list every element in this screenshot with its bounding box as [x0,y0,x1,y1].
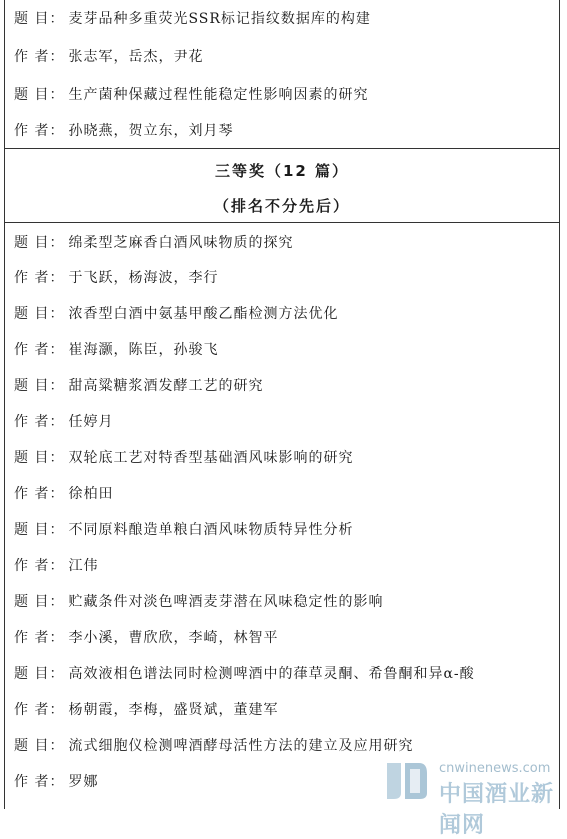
entry-title: 高效液相色谱法同时检测啤酒中的葎草灵酮、希鲁酮和异α-酸 [68,666,475,682]
entry-authors: 张志军，岳杰，尹花 [68,49,204,65]
entry-title: 浓香型白酒中氨基甲酸乙酯检测方法优化 [68,306,339,322]
entry-title-row [14,521,353,539]
entry-title: 麦芽品种多重荧光SSR标记指纹数据库的构建 [68,11,371,27]
entry-authors: 罗娜 [68,774,99,790]
entry-authors: 孙晓燕，贺立东，刘月琴 [68,123,234,139]
table-divider [4,222,560,223]
entry-authors: 于飞跃，杨海波，李行 [68,270,219,286]
entry-author-row [14,485,113,503]
entry-author-row [14,773,98,791]
site-watermark [379,757,559,838]
section-heading: 三等奖（12 篇） [214,162,350,180]
entry-authors: 江伟 [68,558,99,574]
entry-author-row [14,413,113,431]
title-label: 题 目： [14,306,65,322]
entry-authors: 杨朝霞，李梅，盛贤斌，董建军 [68,702,279,718]
entry-title-row [14,86,368,104]
entry-title: 绵柔型芝麻香白酒风味物质的探究 [68,235,294,251]
author-label: 作 者： [14,49,65,65]
entry-title: 不同原料酿造单粮白酒风味物质特异性分析 [68,522,354,538]
author-label: 作 者： [14,774,65,790]
entry-title-row [14,234,293,252]
entry-author-row [14,269,218,287]
entry-author-row [14,629,278,647]
entry-authors: 李小溪，曹欣欣，李崎，林智平 [68,630,279,646]
watermark-name: 中国酒业新闻网 [439,782,555,838]
entry-title-row [14,305,338,323]
entry-authors: 崔海灏，陈臣，孙骏飞 [68,342,219,358]
table-divider [4,148,560,149]
cnwinenews-logo-icon [379,757,435,805]
entry-title: 甜高粱糖浆酒发酵工艺的研究 [68,378,264,394]
author-label: 作 者： [14,702,65,718]
title-label: 题 目： [14,594,65,610]
entry-title-row [14,377,263,395]
entry-author-row [14,557,98,575]
entry-title: 双轮底工艺对特香型基础酒风味影响的研究 [68,450,354,466]
author-label: 作 者： [14,123,65,139]
author-label: 作 者： [14,414,65,430]
entry-title-row [14,737,413,755]
title-label: 题 目： [14,378,65,394]
entry-title-row [14,593,383,611]
entry-authors: 徐柏田 [68,486,114,502]
title-label: 题 目： [14,738,65,754]
entry-title-row [14,449,353,467]
entry-title-row [14,665,475,683]
title-label: 题 目： [14,666,65,682]
entry-title: 生产菌种保藏过程性能稳定性影响因素的研究 [68,87,369,103]
title-label: 题 目： [14,87,65,103]
author-label: 作 者： [14,342,65,358]
section-subheading: （排名不分先后） [213,197,350,215]
entry-author-row [14,122,233,140]
entry-title: 贮藏条件对淡色啤酒麦芽潜在风味稳定性的影响 [68,594,384,610]
title-label: 题 目： [14,235,65,251]
author-label: 作 者： [14,486,65,502]
title-label: 题 目： [14,11,65,27]
entry-author-row [14,48,203,66]
entry-authors: 任婷月 [68,414,114,430]
author-label: 作 者： [14,270,65,286]
entry-author-row [14,341,218,359]
title-label: 题 目： [14,522,65,538]
watermark-url: cnwinenews.com [439,761,551,776]
author-label: 作 者： [14,630,65,646]
author-label: 作 者： [14,558,65,574]
entry-title-row [14,10,371,28]
title-label: 题 目： [14,450,65,466]
entry-title: 流式细胞仪检测啤酒酵母活性方法的建立及应用研究 [68,738,414,754]
entry-author-row [14,701,278,719]
